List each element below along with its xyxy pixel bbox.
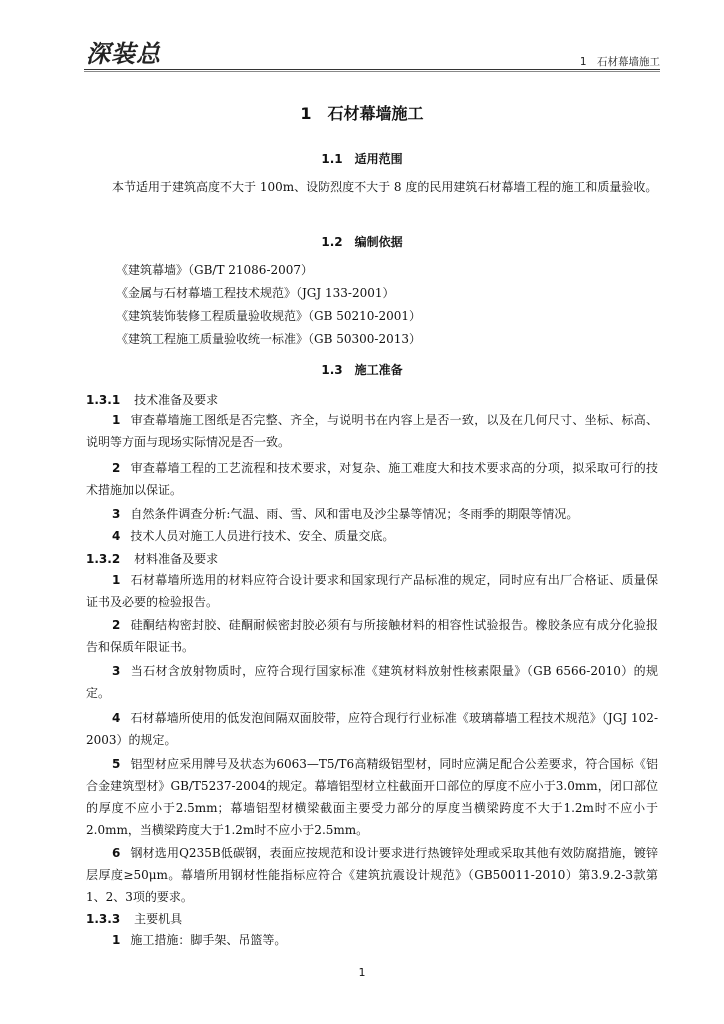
subsection-number: 1.3.2: [86, 552, 121, 566]
item-number: 1: [112, 413, 121, 427]
section-title-1-2: 1.2 编制依据: [321, 235, 403, 249]
list-item: [86, 409, 658, 453]
chapter-title: 1 石材幕墙施工: [300, 104, 424, 123]
list-item: [86, 614, 658, 658]
header-rule-thin: [84, 71, 660, 72]
item-text: 审查幕墙施工图纸是否完整、齐全，与说明书在内容上是否一致，以及在几何尺寸、坐标、标高、说明等方面与现场实际情况是否一致。: [86, 413, 658, 449]
subsection-title: 材料准备及要求: [134, 552, 219, 566]
item-number: 2: [112, 461, 121, 475]
item-number: 3: [112, 507, 121, 521]
item-text: 石材幕墙所使用的低发泡间隔双面胶带，应符合现行行业标准《玻璃幕墙工程技术规范》（JGJ 102-2003）的规定。: [86, 711, 658, 747]
section-title-1-1: 1.1 适用范围: [321, 152, 403, 166]
list-item: [86, 707, 658, 751]
item-number: 4: [112, 529, 121, 543]
item-number: 4: [112, 711, 121, 725]
list-item: [86, 569, 658, 613]
item-number: 3: [112, 664, 121, 678]
item-number: 1: [112, 573, 121, 587]
item-number: 6: [112, 846, 121, 860]
reference-item: 《建筑幕墙》（GB/T 21086-2007）: [116, 263, 314, 277]
company-logo: 深装总: [86, 39, 161, 68]
section-title-1-3: 1.3 施工准备: [321, 363, 403, 377]
subsection-title: 主要机具: [134, 912, 183, 926]
header-rule: [84, 69, 660, 70]
item-text: 自然条件调查分析:气温、雨、雪、风和雷电及沙尘暴等情况；冬雨季的期限等情况。: [130, 507, 579, 521]
subsection-number: 1.3.3: [86, 912, 121, 926]
item-text: 硅酮结构密封胶、硅酮耐候密封胶必须有与所接触材料的相容性试验报告。橡胶条应有成分化验报告和保质年限证书。: [86, 618, 658, 654]
item-number: 2: [112, 618, 121, 632]
item-text: 施工措施：脚手架、吊篮等。: [130, 933, 287, 947]
page-number: 1: [358, 966, 366, 979]
item-text: 审查幕墙工程的工艺流程和技术要求，对复杂、施工难度大和技术要求高的分项，拟采取可行的技术措施加以保证。: [86, 461, 658, 497]
item-number: 5: [112, 757, 121, 771]
item-text: 铝型材应采用牌号及状态为6063—T5/T6高精级铝型材，同时应满足配合公差要求，符合国标《铝合金建筑型材》GB/T5237-2004的规定。幕墙铝型材立柱截面开口部位的厚度不应小于3.0mm，闭口部位的厚度不应小于2.5mm；幕墙铝型材横梁截面主要受力部分的厚度当横梁跨度不大于1.2m时不应小于2.0mm，当横梁跨度大于1.2m时不应小于2.5mm。: [86, 757, 658, 837]
item-text: 石材幕墙所选用的材料应符合设计要求和国家现行产品标准的规定，同时应有出厂合格证、质量保证书及必要的检验报告。: [86, 573, 658, 609]
list-item: [86, 842, 658, 908]
list-item: [86, 753, 658, 841]
list-item: [86, 457, 658, 501]
section-1-1-paragraph: 本节适用于建筑高度不大于 100m、设防烈度不大于 8 度的民用建筑石材幕墙工程的施工和质量验收。: [112, 180, 658, 194]
subsection-heading-1-3-2: [86, 550, 658, 567]
item-text: 钢材选用Q235B低碳钢，表面应按规范和设计要求进行热镀锌处理或采取其他有效防腐措施，镀锌层厚度≥50μm。幕墙所用钢材性能指标应符合《建筑抗震设计规范》（GB50011-2010）第3.9.2-3款第1、2、3项的要求。: [86, 846, 658, 904]
reference-item: 《建筑装饰装修工程质量验收规范》（GB 50210-2001）: [116, 309, 421, 323]
item-text: 技术人员对施工人员进行技术、安全、质量交底。: [130, 529, 395, 543]
reference-item: 《金属与石材幕墙工程技术规范》（JGJ 133-2001）: [116, 286, 395, 300]
list-item: [86, 929, 658, 951]
item-number: 1: [112, 933, 121, 947]
subsection-number: 1.3.1: [86, 393, 121, 407]
item-text: 当石材含放射物质时，应符合现行国家标准《建筑材料放射性核素限量》（GB 6566-2010）的规定。: [86, 664, 658, 700]
reference-item: 《建筑工程施工质量验收统一标准》（GB 50300-2013）: [116, 332, 421, 346]
running-header-title: 1 石材幕墙施工: [579, 56, 660, 68]
subsection-heading-1-3-3: [86, 910, 658, 927]
list-item: [86, 525, 658, 547]
subsection-heading-1-3-1: [86, 391, 658, 408]
subsection-title: 技术准备及要求: [134, 393, 219, 407]
list-item: [86, 503, 658, 525]
list-item: [86, 660, 658, 704]
